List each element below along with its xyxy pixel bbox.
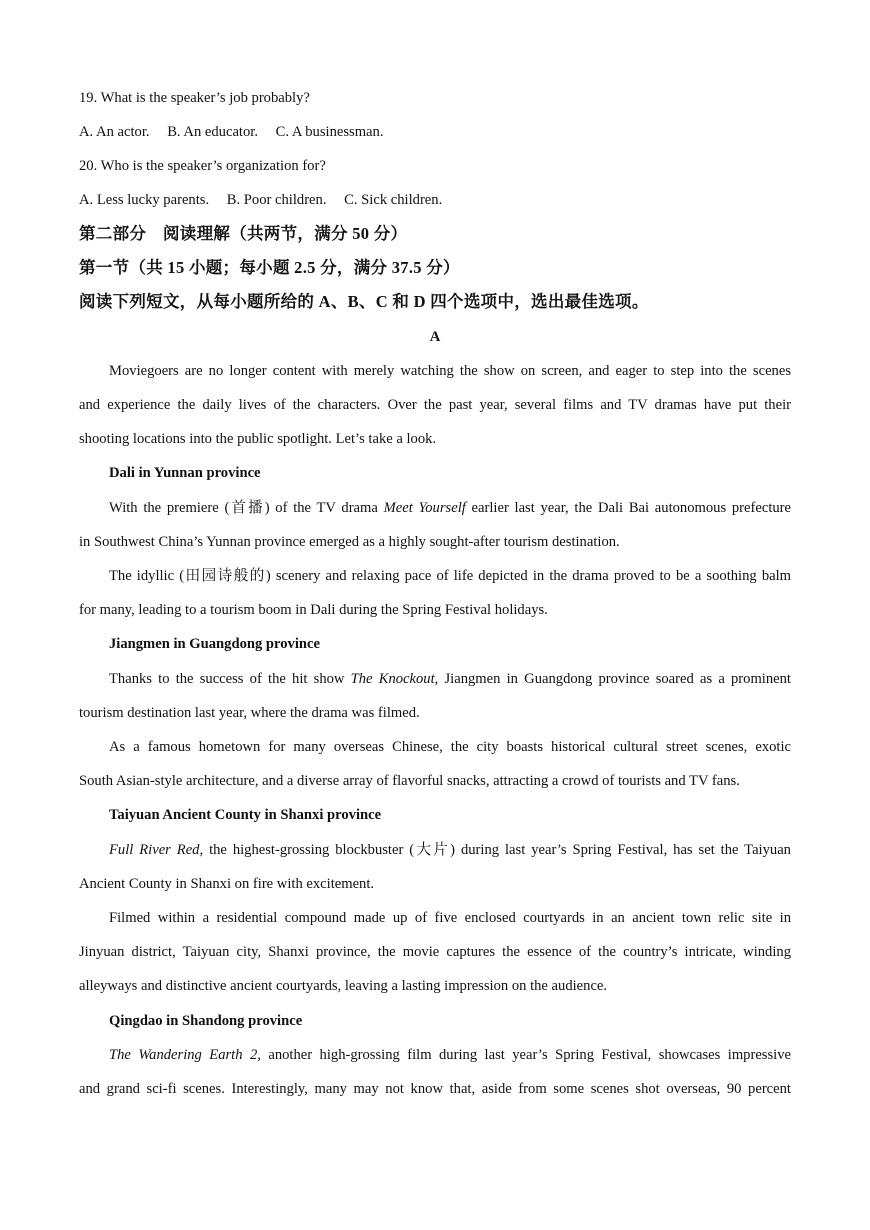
dali-p1-text-a: With the premiere (首播) of the TV drama [109,500,384,516]
jiangmen-p2-line-1: As a famous hometown for many overseas Chinese, the city boasts historical cultural street scenes, exotic [109,739,791,755]
jiangmen-p1-text-b: , Jiangmen in Guangdong province soared as a prominent [434,671,791,687]
jiangmen-p1-line-2: tourism destination last year, where the drama was filmed. [79,705,420,721]
dali-p1-line-2: in Southwest China’s Yunnan province emerged as a highly sought-after tourism destination. [79,534,620,550]
question-20-option-c[interactable]: C. Sick children. [344,192,443,208]
dali-p1-line-1 [109,498,791,518]
instruction: 阅读下列短文，从每小题所给的 A、B、C 和 D 四个选项中，选出最佳选项。 [79,292,649,311]
question-19-options [79,122,397,142]
taiyuan-p1-line-2: Ancient County in Shanxi on fire with excitement. [79,876,375,892]
dali-p2-line-2: for many, leading to a tourism boom in Dali during the Spring Festival holidays. [79,602,548,618]
taiyuan-p2-line-2: Jinyuan district, Taiyuan city, Shanxi province, the movie captures the essence of the country’s intricate, winding [79,944,791,960]
taiyuan-p2-line-1: Filmed within a residential compound made up of five enclosed courtyards in an ancient town relic site in [109,910,791,926]
dali-p1-text-b: earlier last year, the Dali Bai autonomous prefecture [465,500,791,516]
jiangmen-p1-text-a: Thanks to the success of the hit show [109,671,351,687]
question-19-stem: 19. What is the speaker’s job probably? [79,90,310,106]
taiyuan-p2-line-3: alleyways and distinctive ancient courtyards, leaving a lasting impression on the audience. [79,978,608,994]
part-heading: 第二部分 阅读理解（共两节，满分 50 分） [79,224,408,243]
qingdao-p1-line-2: and grand sci-fi scenes. Interestingly, many may not know that, aside from some scenes shot overseas, 90 percent [79,1081,791,1097]
section-heading: 第一节（共 15 小题；每小题 2.5 分，满分 37.5 分） [79,258,460,277]
intro-line-1: Moviegoers are no longer content with merely watching the show on screen, and eager to step into the scenes [109,363,791,379]
qingdao-p1-line-1 [109,1045,791,1065]
section-title-jiangmen: Jiangmen in Guangdong province [109,636,320,652]
jiangmen-p1-line-1 [109,669,791,689]
show-title-the-knockout: The Knockout [350,671,435,687]
drama-title-meet-yourself: Meet Yourself [383,500,466,516]
question-19-option-b[interactable]: B. An educator. [167,124,258,140]
section-title-dali: Dali in Yunnan province [109,465,261,481]
intro-line-2: and experience the daily lives of the characters. Over the past year, several films and TV dramas have put their [79,397,791,413]
taiyuan-p1-text-b: , the highest-grossing blockbuster (大片) during last year’s Spring Festival, has set the Taiyuan [199,842,791,858]
taiyuan-p1-line-1 [109,840,791,860]
passage-label: A [429,329,441,345]
question-20-option-b[interactable]: B. Poor children. [226,192,327,208]
question-20-stem: 20. Who is the speaker’s organization for? [79,158,326,174]
question-20-option-a[interactable]: A. Less lucky parents. [79,192,210,208]
section-title-qingdao: Qingdao in Shandong province [109,1013,303,1029]
question-19-option-c[interactable]: C. A businessman. [275,124,384,140]
question-20-options [79,190,456,210]
section-title-taiyuan: Taiyuan Ancient County in Shanxi province [109,807,382,823]
film-title-full-river-red: Full River Red [109,842,200,858]
intro-line-3: shooting locations into the public spotlight. Let’s take a look. [79,431,437,447]
question-19-option-a[interactable]: A. An actor. [79,124,150,140]
jiangmen-p2-line-2: South Asian-style architecture, and a diverse array of flavorful snacks, attracting a crowd of tourists and TV fans. [79,773,740,789]
film-title-wandering-earth-2: The Wandering Earth 2 [109,1047,258,1063]
dali-p2-line-1: The idyllic (田园诗般的) scenery and relaxing pace of life depicted in the drama proved to be a soothing balm [109,568,791,584]
qingdao-p1-text-b: , another high-grossing film during last year’s Spring Festival, showcases impressive [257,1047,791,1063]
